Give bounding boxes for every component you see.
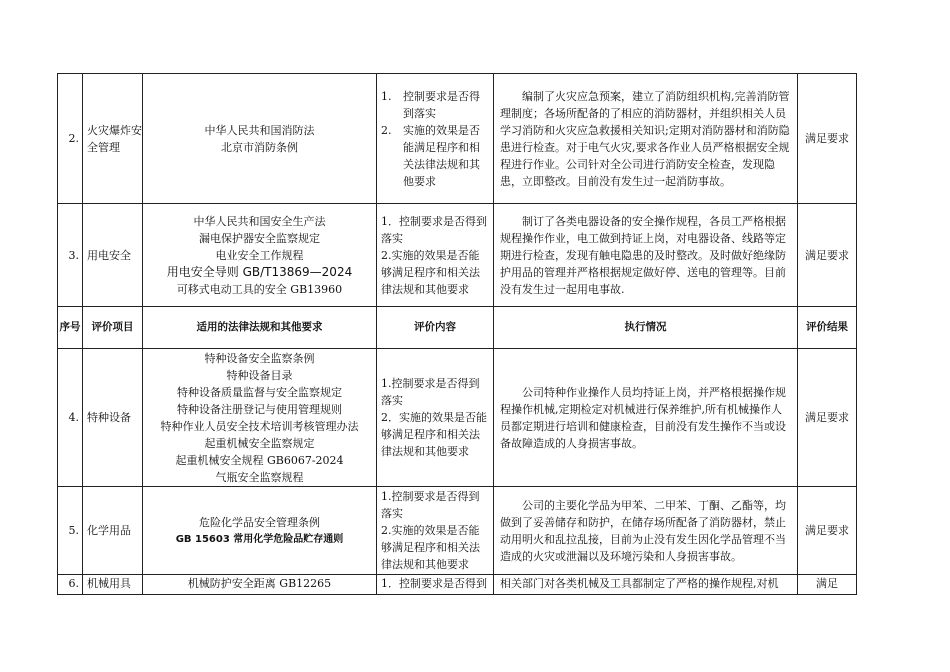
evaluation-item: 火灾爆炸安全管理 [83, 74, 143, 204]
table-row [58, 349, 857, 487]
content-text: 实施的效果是否能满足程序和相关法律法规和其他要求 [403, 123, 480, 188]
execution-cell [494, 74, 798, 204]
execution-text: 编制了火灾应急预案，建立了消防组织机构,完善消防管理制度；各场所配备的了相应的消防器材，并组织相关人员学习消防和火灾应急救援相关知识;定期对消防器材和消防隐患进行检查。对于电气火灾,要求各作业人员严格根据安全规程进行作业。公司针对全公司进行消防安全检查，发现隐患，立即整改。目前没有发生过一起消防事故。 [500, 89, 790, 188]
row-number: 6. [58, 575, 83, 595]
table-row [58, 204, 857, 307]
result-cell: 满足 [798, 575, 857, 595]
law-line: 特种设备目录 [226, 368, 293, 382]
content-text: 1．控制要求是否得到落实 2.实施的效果是否能够满足程序和相关法律法规和其他要求 [381, 214, 487, 296]
content-text: 1．控制要求是否得到 [377, 575, 494, 595]
row-number: 3. [58, 204, 83, 307]
law-cell [143, 349, 377, 487]
content-text: 控制要求是否得到落实 [403, 89, 480, 120]
result-cell: 满足要求 [798, 487, 857, 575]
list-number: 1. [381, 89, 392, 103]
execution-text: 相关部门对各类机械及工具都制定了严格的操作规程,对机 [494, 575, 798, 595]
law-line: 危险化学品安全管理条例 [199, 515, 320, 529]
law-line: 用电安全导则 GB/T13869—2024 [166, 264, 353, 279]
law-line: 特种设备注册登记与使用管理规则 [177, 402, 342, 416]
row-number: 5. [58, 487, 83, 575]
header-law: 适用的法律法规和其他要求 [143, 307, 377, 349]
execution-cell [494, 349, 798, 487]
law-line: 特种设备质量监督与安全监察规定 [177, 385, 342, 399]
header-item: 评价项目 [83, 307, 143, 349]
law-line: 漏电保护器安全监察规定 [199, 231, 320, 245]
execution-cell [494, 487, 798, 575]
safety-evaluation-table [57, 73, 857, 595]
content-text: 1.控制要求是否得到落实 2.实施的效果是否能够满足程序和相关法律法规和其他要求 [381, 490, 480, 571]
law-line: 起重机械安全监察规定 [204, 436, 315, 450]
execution-cell [494, 204, 798, 307]
law-line: 北京市消防条例 [221, 140, 298, 154]
header-result: 评价结果 [798, 307, 857, 349]
result-cell: 满足要求 [798, 204, 857, 307]
law-cell [143, 204, 377, 307]
evaluation-item: 用电安全 [83, 204, 143, 307]
law-line: 可移式电动工具的安全 GB13960 [176, 282, 343, 296]
evaluation-item: 特种设备 [83, 349, 143, 487]
table-row [58, 487, 857, 575]
law-line: 特种作业人员安全技术培训考核管理办法 [160, 419, 359, 433]
content-cell [377, 349, 494, 487]
result-cell: 满足要求 [798, 74, 857, 204]
evaluation-item: 化学用品 [83, 487, 143, 575]
evaluation-item: 机械用具 [83, 575, 143, 595]
row-number: 2. [58, 74, 83, 204]
result-cell: 满足要求 [798, 349, 857, 487]
header-content: 评价内容 [377, 307, 494, 349]
law-line: 机械防护安全距离 GB12265 [187, 577, 332, 590]
table-row [58, 575, 857, 595]
content-cell [377, 487, 494, 575]
execution-text: 公司的主要化学品为甲苯、二甲苯、丁酮、乙酯等，均做到了妥善储存和防护，在储存场所配备了消防器材，禁止动用明火和乱拉乱接，目前为止没有发生因化学品管理不当造成的火灾或泄漏以及环境污染和人身损害事故。 [500, 498, 786, 563]
law-line: 气瓶安全监察规程 [215, 470, 304, 484]
execution-text: 制订了各类电器设备的安全操作规程，各员工严格根据规程操作作业，电工做到持证上岗，对电器设备、线路等定期进行检查，发现有触电隐患的及时整改。及时做好绝缘防护用品的管理并严格根据规定做好停、送电的管理等。目前没有发生过一起用电事故. [500, 214, 786, 296]
law-line: 起重机械安全规程 GB6067-2024 [175, 453, 344, 467]
table-row [58, 74, 857, 204]
row-number: 4. [58, 349, 83, 487]
law-cell [143, 575, 377, 595]
content-cell [377, 204, 494, 307]
content-text: 1.控制要求是否得到落实 2．实施的效果是否能够满足程序和相关法律法规和其他要求 [381, 377, 487, 458]
header-exec: 执行情况 [494, 307, 798, 349]
law-cell [143, 74, 377, 204]
law-line: 电业安全工作规程 [215, 248, 304, 262]
law-line: 中华人民共和国安全生产法 [193, 214, 326, 228]
header-seq: 序号 [58, 307, 83, 349]
law-line: 中华人民共和国消防法 [204, 123, 315, 137]
content-cell [377, 74, 494, 204]
table-header-row [58, 307, 857, 349]
list-number: 2. [381, 123, 392, 137]
execution-text: 公司特种作业操作人员均持证上岗，并严格根据操作规程操作机械,定期检定对机械进行保养维护,所有机械操作人员都定期进行培训和健康检查，目前没有发生操作不当或设备故障造成的人身损害事故。 [500, 385, 786, 450]
law-line: GB 15603 常用化学危险品贮存通则 [175, 533, 344, 545]
law-line: 特种设备安全监察条例 [204, 351, 315, 365]
law-cell [143, 487, 377, 575]
